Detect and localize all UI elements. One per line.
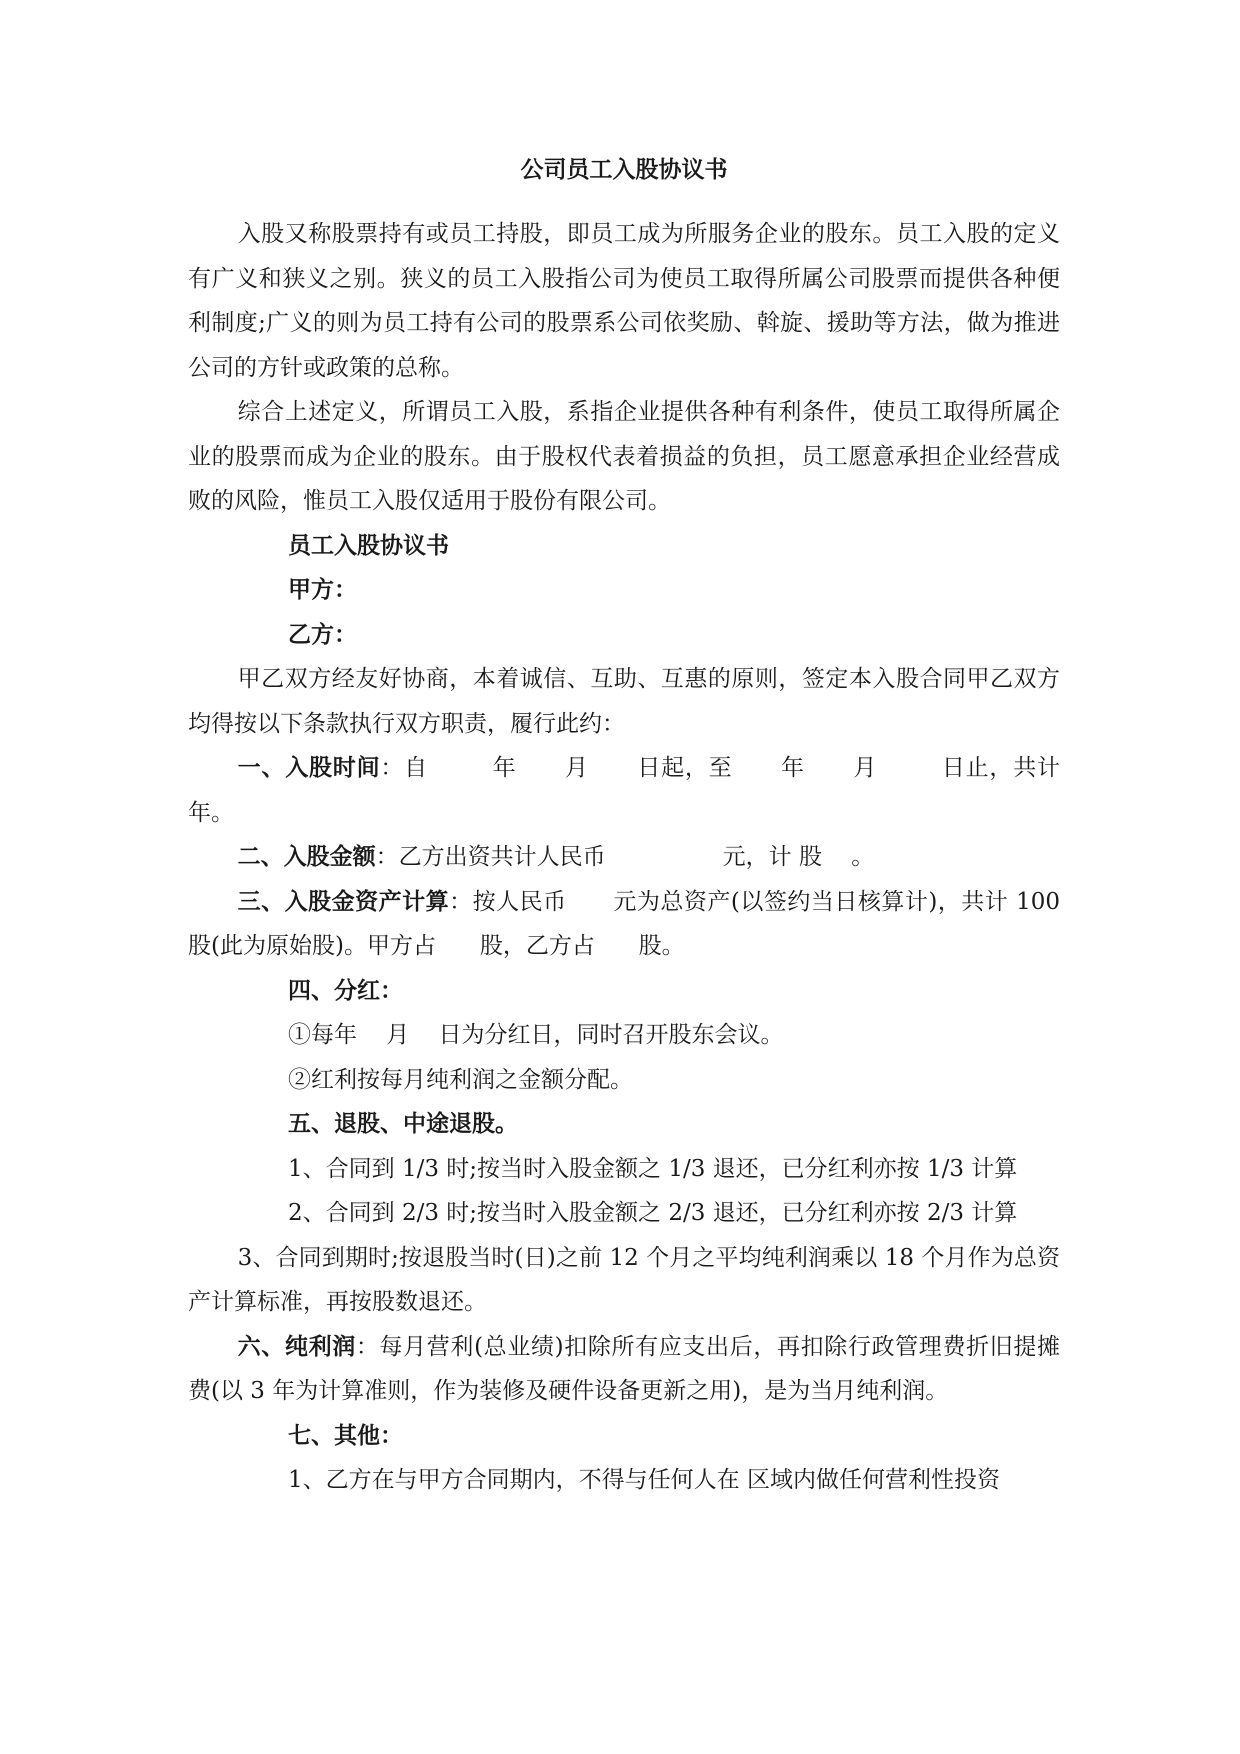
section-5-item-3: 3、合同到期时;按退股当时(日)之前 12 个月之平均纯利润乘以 18 个月作为总资产计算标准，再按股数退还。 [188,1244,1060,1315]
section-4-item-2: ②红利按每月纯利润之金额分配。 [288,1066,633,1093]
party-a-label: 甲方： [288,577,357,603]
section-7-item-1: 1、乙方在与甲方合同期内，不得与任何人在 区域内做任何营利性投资 [288,1467,1000,1493]
section-1-heading: 一、入股时间 [237,755,381,781]
document-title: 公司员工入股协议书 [520,157,728,183]
section-4-item-1: ①每年 月 日为分红日，同时召开股东会议。 [288,1022,784,1048]
section-5-heading: 五、退股、中途退股。 [288,1111,518,1137]
section-3-text: ：按人民币 元为总资产(以签约当日核算计)，共计 100 股(此为原始股)。甲方占 股，乙方占 股。 [188,888,1068,959]
section-4-heading: 四、分红： [288,977,403,1004]
section-5-item-2: 2、合同到 2/3 时;按当时入股金额之 2/3 退还，已分红利亦按 2/3 计算 [288,1200,1018,1226]
section-6-net-profit [188,1325,1060,1414]
document-body [188,155,1104,1503]
section-7-heading: 七、其他： [288,1422,403,1449]
intro-paragraph-2: 综合上述定义，所谓员工入股，系指企业提供各种有利条件，使员工取得所属企业的股票而成为企业的股东。由于股权代表着损益的负担，员工愿意承担企业经营成败的风险，惟员工入股仅适用于股份有限公司。 [188,399,1060,514]
section-2-text: ：乙方出资共计人民币 元，计 股 。 [375,844,875,870]
section-2-heading: 二、入股金额 [237,844,376,870]
section-2-amount [188,835,1060,880]
section-6-heading: 六、纯利润 [237,1333,356,1360]
section-3-asset-calc [188,880,1068,969]
intro-paragraph-1: 入股又称股票持有或员工持股，即员工成为所服务企业的股东。员工入股的定义有广义和狭义之别。狭义的员工入股指公司为使员工取得所属公司股票而提供各种便利制度;广义的则为员工持有公司的股票系公司依奖励、斡旋、援助等方法，做为推进公司的方针或政策的总称。 [188,221,1060,381]
section-3-heading: 三、入股金资产计算 [237,888,450,915]
agreement-title: 员工入股协议书 [288,532,449,559]
section-5-item-1: 1、合同到 1/3 时;按当时入股金额之 1/3 退还，已分红利亦按 1/3 计算 [288,1155,1018,1182]
section-6-text: ：每月营利(总业绩)扣除所有应支出后，再扣除行政管理费折旧提摊费(以 3 年为计算准则，作为装修及硬件设备更新之用)，是为当月纯利润。 [188,1333,1060,1404]
section-1-text: ：自 年 月 日起，至 年 月 日止，共计 年。 [188,755,1104,826]
party-b-label: 乙方： [288,621,357,648]
preamble-paragraph: 甲乙双方经友好协商，本着诚信、互助、互惠的原则，签定本入股合同甲乙双方均得按以下条款执行双方职责，履行此约： [188,666,1060,737]
section-1-time [188,746,1104,835]
